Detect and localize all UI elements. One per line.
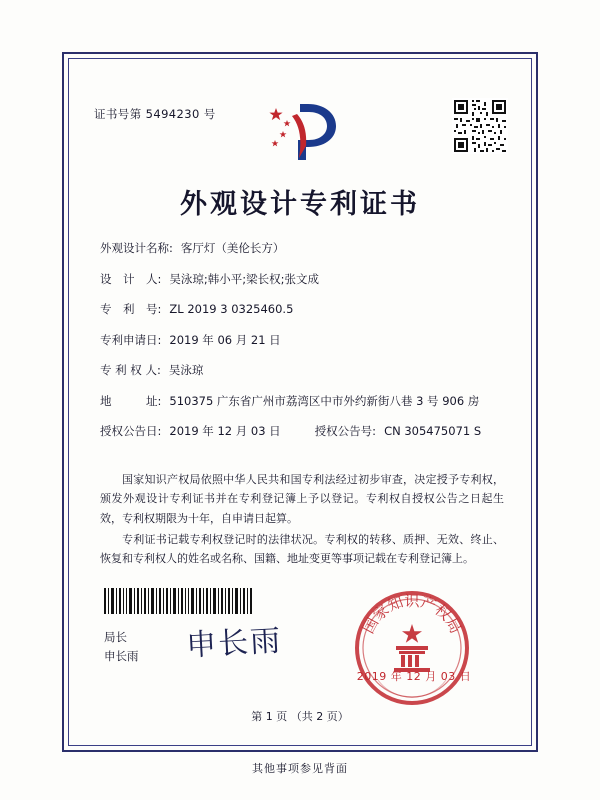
field-value: 客厅灯（美伦长方） xyxy=(180,241,285,255)
handwritten-signature: 申长雨 xyxy=(185,623,284,664)
certificate-number: 证书号第 5494230 号 xyxy=(94,107,216,121)
field-label: 设 计 人: xyxy=(100,271,162,286)
cnipa-logo-icon xyxy=(258,100,342,164)
signature-role-line-2: 申长雨 xyxy=(104,648,139,663)
footnote: 其他事项参见背面 xyxy=(252,762,348,775)
field-value: 吴泳琼 xyxy=(168,363,204,377)
field-address xyxy=(100,393,504,409)
seal-date: 2019 年 12 月 03 日 xyxy=(356,670,472,683)
signature-role-block xyxy=(104,628,139,666)
official-red-seal-icon xyxy=(352,588,472,708)
field-design-name xyxy=(100,240,504,256)
corner-ornament-top-left xyxy=(62,52,88,78)
corner-ornament-top-right xyxy=(512,52,538,78)
corner-ornament-bottom-right xyxy=(512,726,538,752)
paragraph-1: 国家知识产权局依照中华人民共和国专利法经过初步审查，决定授予专利权，颁发外观设计专利证书并在专利登记簿上予以登记。专利权自授权公告之日起生效，专利权期限为十年，自申请日起算。 xyxy=(100,473,504,525)
field-label: 地 址: xyxy=(100,393,162,408)
field-label: 专 利 权 人: xyxy=(100,363,161,377)
field-patentee xyxy=(100,362,504,378)
field-value: 2019 年 12 月 03 日 xyxy=(169,424,281,438)
fields-list xyxy=(100,240,504,454)
field-label: 授权公告日: xyxy=(100,424,162,438)
legal-paragraphs xyxy=(100,470,504,570)
field-label: 专利申请日: xyxy=(100,332,162,347)
field-label: 专 利 号: xyxy=(100,302,162,316)
qr-code-icon xyxy=(452,98,508,154)
field-value: 吴泳琼;韩小平;梁长权;张文成 xyxy=(169,271,319,286)
field-label: 外观设计名称: xyxy=(100,241,173,255)
field-grant-announcement xyxy=(100,423,504,439)
field-value-secondary: CN 305475071 S xyxy=(384,424,482,438)
barcode-icon xyxy=(104,588,254,614)
field-application-date xyxy=(100,332,504,348)
field-label-secondary: 授权公告号: xyxy=(314,424,377,438)
page-title: 外观设计专利证书 xyxy=(180,189,420,220)
paragraph-2: 专利证书记载专利权登记时的法律状况。专利权的转移、质押、无效、终止、恢复和专利权人的姓名或名称、国籍、地址变更等事项记载在专利登记簿上。 xyxy=(100,532,504,565)
signature-role-line-1: 局长 xyxy=(104,630,127,644)
field-value: 510375 广东省广州市荔湾区中市外约新街八巷 3 号 906 房 xyxy=(169,393,480,408)
corner-ornament-bottom-left xyxy=(62,726,88,752)
page-number: 第 1 页 （共 2 页） xyxy=(251,710,349,723)
field-patent-number xyxy=(100,301,504,317)
field-value: ZL 2019 3 0325460.5 xyxy=(169,302,294,316)
field-designers xyxy=(100,271,504,287)
svg-text:国家知识产权局: 国家知识产权局 xyxy=(359,592,465,637)
field-value: 2019 年 06 月 21 日 xyxy=(169,332,281,347)
